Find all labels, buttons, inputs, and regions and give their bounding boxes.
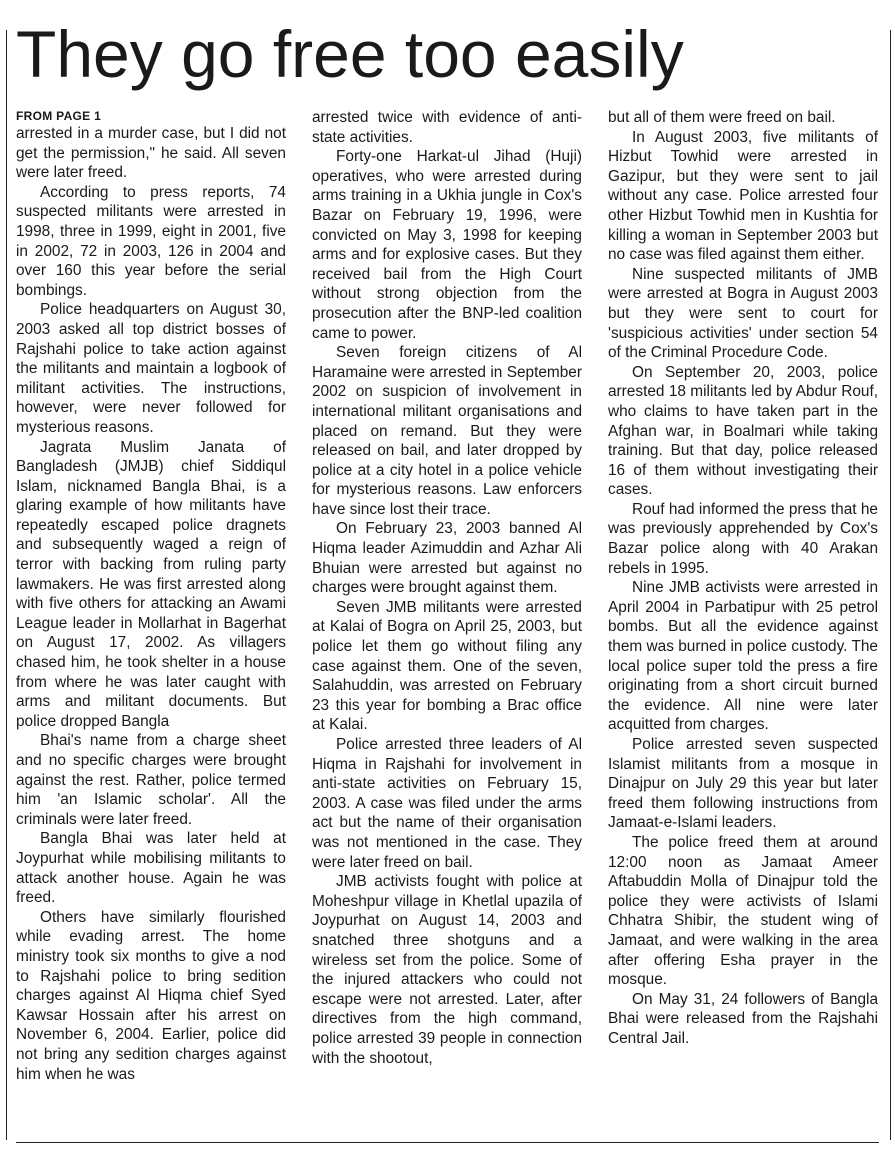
paragraph: Police arrested three leaders of Al Hiqma in Rajshahi for involvement in anti-state activities on February 15, 2003. A case was filed under the arms act but the name of their organisation was not mentioned in the case. They were later freed on bail. xyxy=(312,736,582,871)
paragraph: Seven foreign citizens of Al Haramaine were arrested in September 2002 on suspicion of involvement in international militant organisations and placed on remand. But they were released on bail, and later dropped by police at a city hotel in a police vehicle for mysterious reasons. Law enforcers have since lost their trace. xyxy=(312,344,582,518)
paragraph: Others have similarly flourished while evading arrest. The home ministry took six months to give a nod to Rajshahi police to bring sedition charges against Al Hiqma chief Syed Kawsar Hossain after his arrest on November 6, 2004. Earlier, police did not bring any sedition charges against him when he was xyxy=(16,908,286,1083)
paragraph: In August 2003, five militants of Hizbut Towhid were arrested in Gazipur, but they were sent to jail without any case. Police arrested four other Hizbut Towhid men in Kushtia for killing a woman in September 2003 but no case was filed against them either. xyxy=(608,128,878,264)
article-column-2 xyxy=(312,108,582,1138)
paragraph: Police arrested seven suspected Islamist militants from a mosque in Dinajpur on July 29 this year but later freed them following instructions from Jamaat-e-Islami leaders. xyxy=(608,736,878,832)
paragraph: Nine JMB activists were arrested in April 2004 in Parbatipur with 25 petrol bombs. But all the evidence against them was burned in police custody. The local police super told the press a fire originating from a short circuit burned the evidence. All nine were later acquitted from charges. xyxy=(608,579,878,734)
right-column-rule xyxy=(890,30,891,1140)
paragraph: Nine suspected militants of JMB were arrested at Bogra in August 2003 but they were sent to court for 'suspicious activities' under section 54 of the Criminal Procedure Code. xyxy=(608,265,878,362)
bottom-rule xyxy=(16,1142,879,1143)
article-columns xyxy=(16,108,878,1138)
article-column-3 xyxy=(608,108,878,1138)
paragraph: Rouf had informed the press that he was previously apprehended by Cox's Bazar police along with 40 Arakan rebels in 1995. xyxy=(608,500,878,577)
paragraph: Forty-one Harkat-ul Jihad (Huji) operatives, who were arrested during arms training in a Ukhia jungle in Cox's Bazar on February 19, 1996, were convicted on May 3, 1998 for keeping arms and for explosive cases. But they received bail from the High Court without strong objection from the prosecution after the BNP-led coalition came to power. xyxy=(312,148,582,342)
paragraph: Bhai's name from a charge sheet and no specific charges were brought against the rest. Rather, police termed him 'an Islamic scholar'. All the criminals were later freed. xyxy=(16,732,286,828)
article-column-1 xyxy=(16,108,286,1138)
paragraph: On May 31, 24 followers of Bangla Bhai were released from the Rajshahi Central Jail. xyxy=(608,990,878,1047)
paragraph: JMB activists fought with police at Moheshpur village in Khetlal upazila of Joypurhat on August 14, 2003 and snatched three shotguns and a wireless set from the police. Some of the injured attackers who could not escape were not arrested. Later, after directives from the high command, police arrested 39 people in connection with the shootout, xyxy=(312,873,582,1067)
paragraph: arrested in a murder case, but I did not get the permission," he said. All seven were later freed. xyxy=(16,125,286,182)
paragraph: Police headquarters on August 30, 2003 asked all top district bosses of Rajshahi police to take action against the militants and maintain a logbook of militant activities. The instructions, however, were never followed for mysterious reasons. xyxy=(16,301,286,436)
paragraph: On September 20, 2003, police arrested 18 militants led by Abdur Rouf, who claims to have taken part in the Afghan war, in Boalmari while taking training. But that day, police released 16 of them without investigating their cases. xyxy=(608,363,878,499)
paragraph: Seven JMB militants were arrested at Kalai of Bogra on April 25, 2003, but police let them go without filing any case against them. One of the seven, Salahuddin, was arrested on February 23 this year for bombing a Brac office at Kalai. xyxy=(312,598,582,734)
continuation-kicker: FROM PAGE 1 xyxy=(16,109,102,123)
headline: They go free too easily xyxy=(16,17,684,91)
paragraph: On February 23, 2003 banned Al Hiqma leader Azimuddin and Azhar Ali Bhuian were arrested but against no charges were brought against them. xyxy=(312,520,582,597)
left-column-rule xyxy=(6,30,7,1140)
paragraph: The police freed them at around 12:00 noon as Jamaat Ameer Aftabuddin Molla of Dinajpur told the police they were activists of Islami Chhatra Shibir, the student wing of Jamaat, and were walking in the area after offering Esha prayer in the mosque. xyxy=(608,833,878,989)
paragraph: but all of them were freed on bail. xyxy=(608,109,836,126)
paragraph: Jagrata Muslim Janata of Bangladesh (JMJB) chief Siddiqul Islam, nicknamed Bangla Bhai, is a glaring example of how militants have repeatedly escaped police dragnets and subsequently waged a reign of terror with backing from ruling party lawmakers. He was first arrested along with five others for attacking an Awami League leader in Mollarhat in Bagerhat on August 17, 2002. As villagers chased him, he took shelter in a house from where he was later caught with arms and militant documents. But police dropped Bangla xyxy=(16,438,286,730)
paragraph: Bangla Bhai was later held at Joypurhat while mobilising militants to attack another house. Again he was freed. xyxy=(16,830,286,907)
paragraph: arrested twice with evidence of anti-state activities. xyxy=(312,109,582,146)
paragraph: According to press reports, 74 suspected militants were arrested in 1998, three in 1999, eight in 2001, five in 2002, 72 in 2003, 126 in 2004 and over 160 this year before the serial bombings. xyxy=(16,183,286,299)
